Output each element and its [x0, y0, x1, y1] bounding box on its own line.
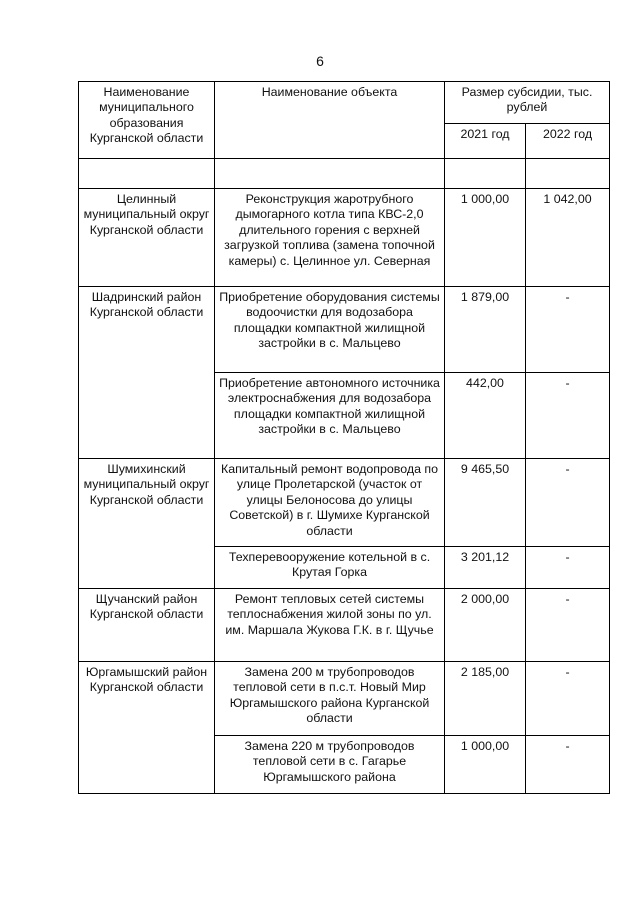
- amount-2021-cell: 9 465,50: [445, 459, 526, 547]
- table-row-empty: [79, 159, 610, 189]
- amount-2021-cell: 1 000,00: [445, 189, 526, 287]
- amount-2022-cell: -: [526, 589, 610, 662]
- page-number: 6: [316, 53, 324, 69]
- amount-2022-cell: -: [526, 547, 610, 589]
- amount-2022-cell: -: [526, 287, 610, 373]
- amount-2021-cell: 1 000,00: [445, 736, 526, 794]
- table-cell: [526, 159, 610, 189]
- object-cell: Замена 200 м трубопроводов тепловой сети в п.с.т. Новый Мир Юргамышского района Курганской области: [215, 662, 445, 736]
- amount-2022-cell: -: [526, 662, 610, 736]
- header-year-2021: 2021 год: [445, 124, 526, 159]
- amount-2022-cell: -: [526, 736, 610, 794]
- object-cell: Приобретение автономного источника электроснабжения для водозабора площадки компактной жилищной застройки в с. Мальцево: [215, 373, 445, 459]
- table-header-row: [79, 82, 610, 124]
- object-cell: Замена 220 м трубопроводов тепловой сети в с. Гагарье Юргамышского района: [215, 736, 445, 794]
- object-cell: Ремонт тепловых сетей системы теплоснабжения жилой зоны по ул. им. Маршала Жукова Г.К. в г. Щучье: [215, 589, 445, 662]
- header-subsidy: Размер субсидии, тыс. рублей: [445, 82, 610, 124]
- amount-2021-cell: 442,00: [445, 373, 526, 459]
- table-cell: [445, 159, 526, 189]
- amount-2022-cell: 1 042,00: [526, 189, 610, 287]
- municipality-cell: Шадринский район Курганской области: [79, 287, 215, 459]
- object-cell: Реконструкция жаротрубного дымогарного котла типа КВС-2,0 длительного горения с верхней загрузкой топлива (замена топочной камеры) с. Целинное ул. Северная: [215, 189, 445, 287]
- amount-2021-cell: 2 185,00: [445, 662, 526, 736]
- table-cell: [215, 159, 445, 189]
- table-row: [79, 287, 610, 373]
- table-cell: [79, 159, 215, 189]
- amount-2022-cell: -: [526, 373, 610, 459]
- amount-2021-cell: 3 201,12: [445, 547, 526, 589]
- amount-2022-cell: -: [526, 459, 610, 547]
- header-object: Наименование объекта: [215, 82, 445, 159]
- amount-2021-cell: 1 879,00: [445, 287, 526, 373]
- amount-2021-cell: 2 000,00: [445, 589, 526, 662]
- object-cell: Капитальный ремонт водопровода по улице Пролетарской (участок от улицы Белоносова до улицы Советской) в г. Шумихе Курганской области: [215, 459, 445, 547]
- municipality-cell: Целинный муниципальный округ Курганской области: [79, 189, 215, 287]
- municipality-cell: Щучанский район Курганской области: [79, 589, 215, 662]
- object-cell: Техперевооружение котельной в с. Крутая Горка: [215, 547, 445, 589]
- table-row: [79, 189, 610, 287]
- municipality-cell: Юргамышский район Курганской области: [79, 662, 215, 794]
- object-cell: Приобретение оборудования системы водоочистки для водозабора площадки компактной жилищной застройки в с. Мальцево: [215, 287, 445, 373]
- table-row: [79, 459, 610, 547]
- subsidy-table: [78, 81, 610, 794]
- header-municipality: Наименование муниципального образования Курганской области: [79, 82, 215, 159]
- table-row: [79, 589, 610, 662]
- header-year-2022: 2022 год: [526, 124, 610, 159]
- municipality-cell: Шумихинский муниципальный округ Курганской области: [79, 459, 215, 589]
- table-row: [79, 662, 610, 736]
